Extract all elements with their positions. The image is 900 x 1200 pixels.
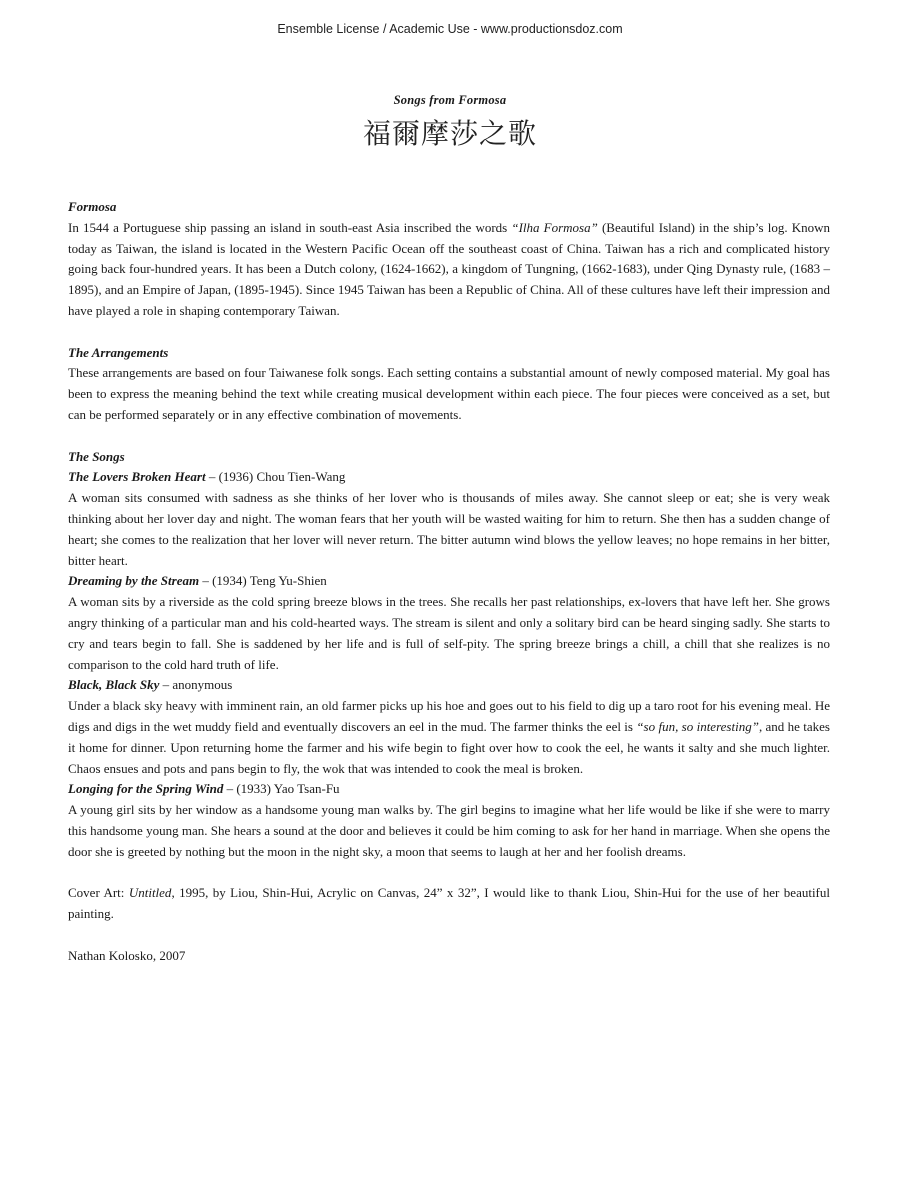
cover-art-prefix: Cover Art:: [68, 885, 129, 901]
song-heading: [68, 467, 830, 488]
spacer: [68, 863, 830, 884]
cover-art-details: , 1995, by Liou, Shin-Hui, Acrylic on Canvas, 24” x 32”, I would like to thank Liou, Shin-Hui for the use of her beautiful painting.: [68, 885, 830, 922]
song-italic-quote: “so fun, so interesting”: [636, 718, 759, 734]
song-title: Dreaming by the Stream: [68, 573, 200, 589]
song-heading: [68, 779, 830, 800]
formosa-text-before: In 1544 a Portuguese ship passing an island in south-east Asia inscribed the words: [68, 219, 512, 235]
spacer: [68, 426, 830, 447]
cover-art-credit: [68, 883, 830, 925]
arrangements-heading: The Arrangements: [68, 344, 169, 360]
song-heading: [68, 675, 830, 696]
license-header: Ensemble License / Academic Use - www.productionsdoz.com: [277, 22, 623, 36]
song-description: A young girl sits by her window as a handsome young man walks by. The girl begins to imagine what her life would be like if she were to marry this handsome young man. She hears a sound at the door and believes it could be him coming to ask for her hand in marriage. When she opens the door she is greeted by nothing but the moon in the night sky, a moon that seems to laugh at her and her foolish dreams.: [68, 802, 830, 859]
song-credit: – anonymous: [159, 677, 233, 693]
song-description: A woman sits consumed with sadness as she thinks of her lover who is thousands of miles away. She cannot sleep or eat; she is very weak thinking about her lover day and night. The woman fears that her youth will be wasted waiting for him to return. She then has a sudden change of heart; she comes to the realization that her lover will never return. The bitter autumn wind blows the yellow leaves; no hope remains in her bitter, bitter heart.: [68, 490, 830, 568]
arrangements-paragraph: These arrangements are based on four Taiwanese folk songs. Each setting contains a substantial amount of newly composed material. My goal has been to express the meaning behind the text while creating musical development within each piece. The four pieces were conceived as a set, but can be performed separately or in any effective combination of movements.: [68, 365, 830, 422]
song-heading: [68, 571, 830, 592]
song-description: A woman sits by a riverside as the cold spring breeze blows in the trees. She recalls her past relationships, ex-lovers that have left her. She grows angry thinking of a particular man and his cold-hearted ways. The stream is silent and only a solitary bird can be heard singing sadly. She starts to cry and tears begin to fall. She is saddened by her life and is full of self-pity. The spring breeze brings a chill, a chill that she realizes is no comparison to the cold hard truth of life.: [68, 594, 830, 672]
formosa-paragraph: [68, 218, 830, 322]
formosa-heading: Formosa: [68, 199, 117, 214]
song-credit: – (1933) Yao Tsan-Fu: [223, 781, 340, 797]
song-title: Black, Black Sky: [68, 677, 160, 693]
song-text-after: , and he takes it home for dinner. Upon returning home the farmer and his wife begin to fight over how to cook the eel, he wants it salty and she much lighter. Chaos ensues and pots and pans begin to fly, the wok that was intended to cook the meal is broken.: [68, 718, 830, 776]
formosa-text-after: (Beautiful Island) in the ship’s log. Known today as Taiwan, the island is located in the Western Pacific Ocean off the southeast coast of China. Taiwan has a rich and complicated history going back four-hundred years. It has been a Dutch colony, (1624-1662), a kingdom of Tungning, (1662-1683), under Qing Dynasty rule, (1683 – 1895), and an Empire of Japan, (1895-1945). Since 1945 Taiwan has been a Republic of China. All of these cultures have left their impression and have played a role in shaping contemporary Taiwan.: [68, 219, 830, 318]
cover-art-title: Untitled: [128, 885, 172, 901]
title-chinese: 福爾摩莎之歌: [362, 117, 537, 150]
songs-heading: The Songs: [68, 448, 125, 464]
song-title: Longing for the Spring Wind: [68, 781, 224, 797]
spacer: [68, 925, 830, 946]
title-english: Songs from Formosa: [393, 93, 507, 107]
spacer: [68, 322, 830, 343]
song-credit: – (1936) Chou Tien-Wang: [205, 469, 346, 485]
formosa-italic-quote: “Ilha Formosa”: [511, 219, 598, 235]
song-text-before: Under a black sky heavy with imminent rain, an old farmer picks up his hoe and goes out to his field to dig up a taro root for his evening meal. He digs and digs in the wet muddy field and eventually discovers an eel in the mud. The farmer thinks the eel is: [68, 698, 830, 734]
signature: Nathan Kolosko, 2007: [68, 947, 186, 963]
song-description: [68, 696, 830, 779]
song-title: The Lovers Broken Heart: [68, 469, 206, 485]
program-notes: [68, 197, 830, 966]
title-block: [0, 93, 900, 152]
song-credit: – (1934) Teng Yu-Shien: [199, 573, 327, 589]
